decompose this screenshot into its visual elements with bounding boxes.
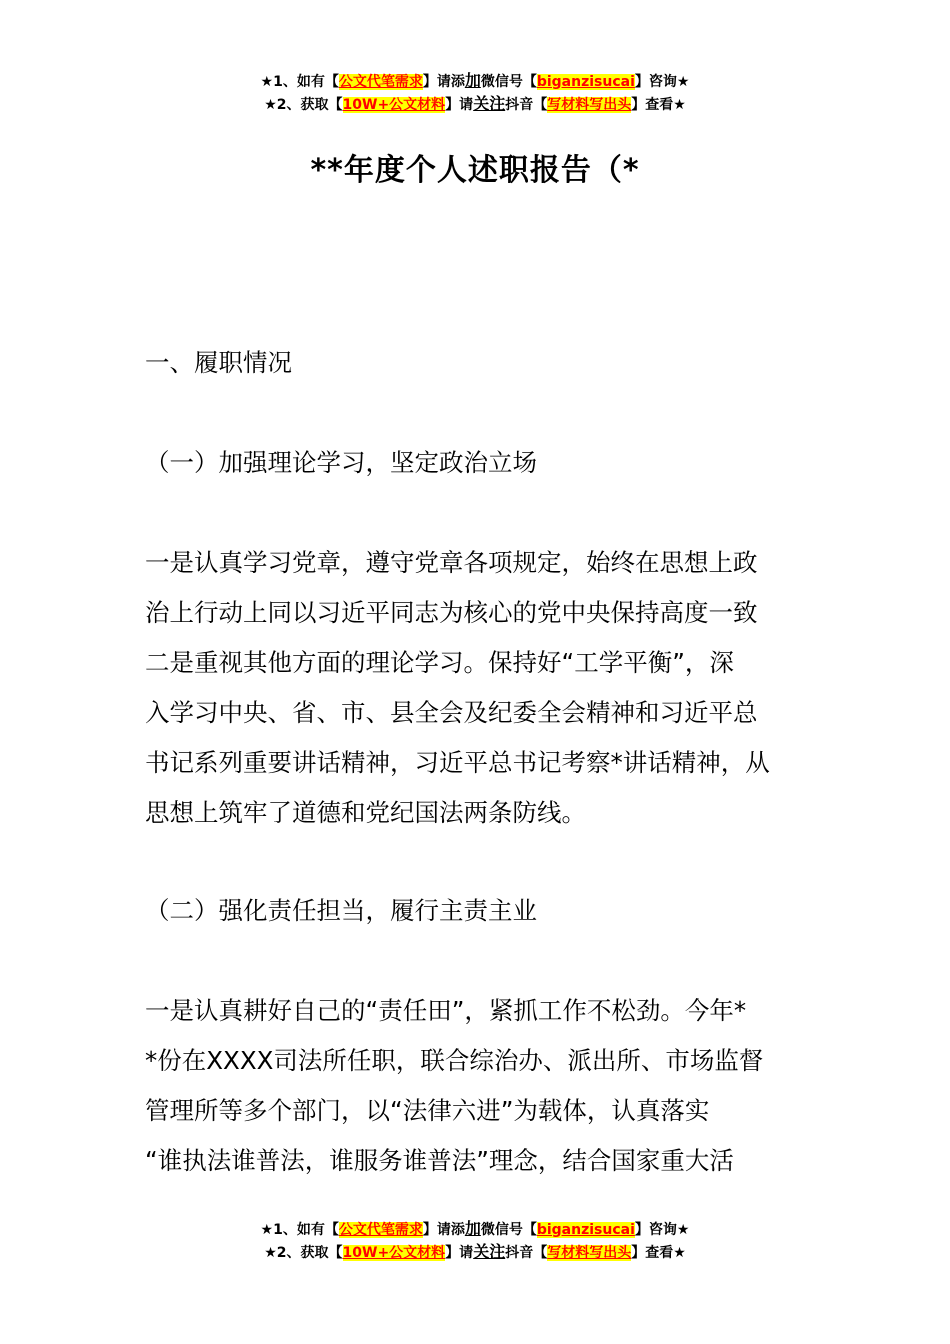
banner-highlight: 公文代笔需求: [338, 1222, 423, 1238]
paragraph-line: 入学习中央、省、市、县全会及纪委全会精神和习近平总: [145, 698, 758, 727]
paragraph-line: 治上行动上同以习近平同志为核心的党中央保持高度一致: [145, 598, 758, 627]
banner-highlight: 10W+公文材料: [342, 1245, 446, 1261]
banner-highlight: biganzisucai: [536, 1222, 635, 1238]
paragraph-line: 二是重视其他方面的理论学习。保持好“工学平衡”，深: [145, 648, 734, 677]
banner-text: ★2、获取【: [264, 1245, 343, 1261]
banner-text: ★1、如有【: [260, 1222, 339, 1238]
banner-text: 】请添: [422, 1222, 465, 1238]
paragraph-line: *份在XXXX司法所任职，联合综治办、派出所、市场监督: [145, 1046, 764, 1075]
subsection-heading-text: （二）强化责任担当，履行主责主业: [145, 896, 537, 925]
banner-text: 微信号【: [480, 74, 537, 90]
paragraph-line: 一是认真耕好自己的“责任田”，紧抓工作不松劲。今年*: [145, 996, 747, 1025]
banner-text: 】查看★: [631, 1245, 686, 1261]
subsection-heading-text: （一）加强理论学习，坚定政治立场: [145, 448, 537, 477]
banner-line-1: [0, 70, 950, 93]
paragraph-2: [145, 986, 815, 1186]
banner-text: ★1、如有【: [260, 74, 339, 90]
banner-highlight: biganzisucai: [536, 74, 635, 90]
paragraph-line: 书记系列重要讲话精神，习近平总书记考察*讲话精神，从: [145, 748, 770, 777]
banner-highlight: 写材料写出头: [547, 97, 632, 113]
banner-text: 关注: [473, 1242, 506, 1261]
banner-line-2: [0, 93, 950, 116]
paragraph-line: 管理所等多个部门，以“法律六进”为载体，认真落实: [145, 1096, 710, 1125]
section-heading: [145, 338, 815, 388]
top-banner: [0, 70, 950, 116]
banner-text: 加: [464, 71, 481, 90]
paragraph-line: 思想上筑牢了道德和党纪国法两条防线。: [145, 798, 586, 827]
paragraph-1: [145, 538, 815, 838]
banner-highlight: 写材料写出头: [547, 1245, 632, 1261]
paragraph-line: “谁执法谁普法，谁服务谁普法”理念，结合国家重大活: [145, 1146, 734, 1175]
banner-text: 微信号【: [480, 1222, 537, 1238]
banner-text: ★2、获取【: [264, 97, 343, 113]
banner-highlight: 公文代笔需求: [338, 74, 423, 90]
banner-text: 】请添: [422, 74, 465, 90]
banner-text: 】请: [445, 1245, 474, 1261]
subsection-heading-2: [145, 886, 815, 936]
banner-text: 抖音【: [505, 97, 548, 113]
banner-line-2: [0, 1241, 950, 1264]
banner-text: 关注: [473, 94, 506, 113]
banner-text: 】请: [445, 97, 474, 113]
paragraph-line: 一是认真学习党章，遵守党章各项规定，始终在思想上政: [145, 548, 758, 577]
banner-text: 】查看★: [631, 97, 686, 113]
banner-highlight: 10W+公文材料: [342, 97, 446, 113]
banner-text: 】咨询★: [634, 74, 690, 90]
banner-text: 加: [464, 1219, 481, 1238]
section-heading-text: 一、履职情况: [145, 348, 292, 377]
banner-text: 】咨询★: [634, 1222, 690, 1238]
bottom-banner: [0, 1218, 950, 1264]
banner-text: 抖音【: [505, 1245, 548, 1261]
banner-line-1: [0, 1218, 950, 1241]
subsection-heading-1: [145, 438, 815, 488]
document-title: **年度个人述职报告（*: [310, 153, 640, 188]
